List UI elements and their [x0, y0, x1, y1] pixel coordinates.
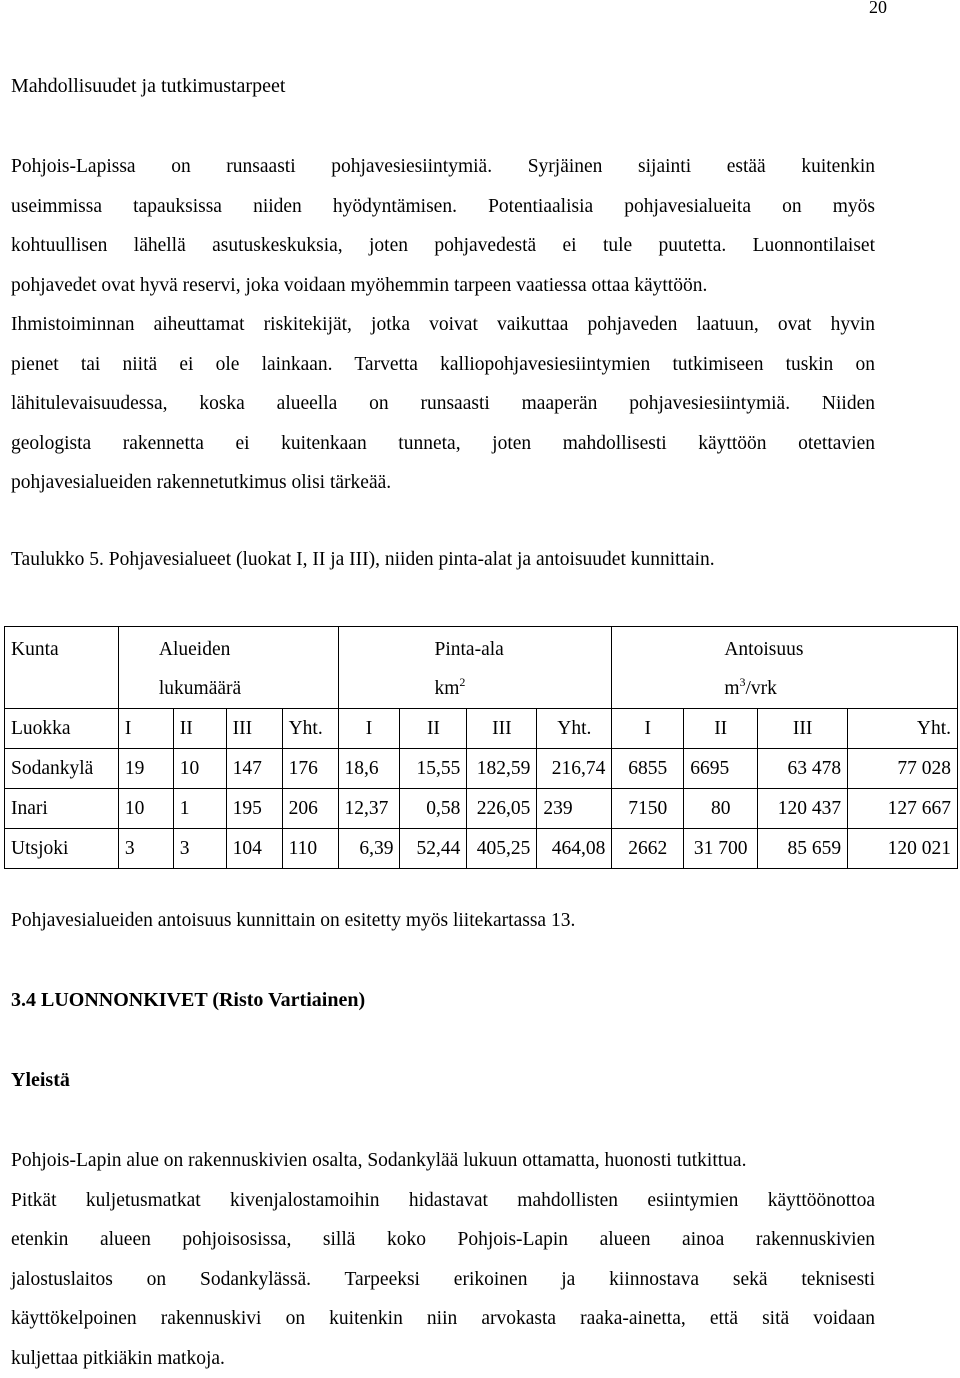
paragraph-line: Ihmistoiminnan aiheuttamat riskitekijät, jotka voivat vaikuttaa pohjaveden laatuun, ovat hyvin	[11, 305, 875, 345]
unit-per-day: /vrk	[746, 678, 777, 699]
paragraph-line: pohjavesialueiden rakennetutkimus olisi tärkeää.	[11, 463, 875, 503]
table-row	[5, 829, 958, 869]
subheading-yleista: Yleistä	[11, 1069, 70, 1092]
table-cell: III	[467, 709, 537, 749]
page-number: 20	[0, 0, 887, 18]
header-pinta-ala	[338, 627, 612, 709]
table-cell: 52,44	[400, 829, 467, 869]
table-cell: 15,55	[400, 749, 467, 789]
header-antoisuus-line1: Antoisuus	[724, 630, 951, 669]
paragraph-line: Pohjois-Lapissa on runsaasti pohjavesiesiintymiä. Syrjäinen sijainti estää kuitenkin	[11, 147, 875, 187]
table-cell: 104	[226, 829, 282, 869]
table-cell: 182,59	[467, 749, 537, 789]
table-cell: 195	[226, 789, 282, 829]
header-pinta-ala-unit	[435, 669, 606, 708]
table-cell: 405,25	[467, 829, 537, 869]
groundwater-table	[4, 626, 958, 869]
header-kunta: Kunta	[5, 627, 119, 709]
table-cell: 239	[537, 789, 612, 829]
header-antoisuus-unit	[724, 669, 951, 708]
section-heading-mahdollisuudet: Mahdollisuudet ja tutkimustarpeet	[11, 75, 285, 98]
table-cell: 3	[173, 829, 226, 869]
table-cell: Yht.	[537, 709, 612, 749]
table-cell: 3	[118, 829, 173, 869]
table-cell: I	[612, 709, 684, 749]
table-cell: 12,37	[338, 789, 400, 829]
table-cell: 31 700	[684, 829, 758, 869]
table-cell: 10	[118, 789, 173, 829]
table-cell: 147	[226, 749, 282, 789]
paragraph-line: useimmissa tapauksissa niiden hyödyntämisen. Potentiaalisia pohjavesialueita on myös	[11, 187, 875, 227]
paragraph-line: lähitulevaisuudessa, koska alueella on runsaasti maaperän pohjavesiesiintymiä. Niiden	[11, 384, 875, 424]
paragraph-line: jalostuslaitos on Sodankylässä. Tarpeeksi erikoinen ja kiinnostava sekä teknisesti	[11, 1260, 875, 1300]
section-heading-luonnonkivet: 3.4 LUONNONKIVET (Risto Vartiainen)	[11, 989, 365, 1012]
table-cell: 176	[282, 749, 338, 789]
table-cell: 6695	[684, 749, 758, 789]
table-cell: 1	[173, 789, 226, 829]
table-row	[5, 749, 958, 789]
paragraph-line: Pitkät kuljetusmatkat kivenjalostamoihin hidastavat mahdollisten esiintymien käyttöönottoa	[11, 1181, 875, 1221]
table-cell: Luokka	[5, 709, 119, 749]
table-cell: 2662	[612, 829, 684, 869]
table-cell: 0,58	[400, 789, 467, 829]
table-cell: 120 021	[848, 829, 958, 869]
table-cell: Yht.	[282, 709, 338, 749]
table-class-row	[5, 709, 958, 749]
paragraph-line: pienet tai niitä ei ole lainkaan. Tarvetta kalliopohjavesiesiintymien tutkimiseen tuskin on	[11, 345, 875, 385]
table-cell: II	[684, 709, 758, 749]
table-cell: 127 667	[848, 789, 958, 829]
table-cell: 120 437	[758, 789, 848, 829]
table-cell: 80	[684, 789, 758, 829]
paragraph-line: kohtuullisen lähellä asutuskeskuksia, joten pohjavedestä ei tule puutetta. Luonnontilaiset	[11, 226, 875, 266]
map-reference-note: Pohjavesialueiden antoisuus kunnittain on esitetty myös liitekartassa 13.	[11, 910, 575, 932]
header-alueiden-line2: lukumäärä	[159, 669, 332, 708]
header-antoisuus	[612, 627, 958, 709]
table-row	[5, 789, 958, 829]
paragraph-line: etenkin alueen pohjoisosissa, sillä koko Pohjois-Lapin alueen ainoa rakennuskivien	[11, 1220, 875, 1260]
paragraph-line: käyttökelpoinen rakennuskivi on kuitenkin niin arvokasta raaka-ainetta, että sitä voidaan	[11, 1299, 875, 1339]
table-cell: 63 478	[758, 749, 848, 789]
table-cell: 10	[173, 749, 226, 789]
table-cell: Utsjoki	[5, 829, 119, 869]
unit-km: km	[435, 678, 460, 699]
table-cell: 77 028	[848, 749, 958, 789]
header-alueiden-line1: Alueiden	[159, 630, 332, 669]
table-cell: 226,05	[467, 789, 537, 829]
table-caption: Taulukko 5. Pohjavesialueet (luokat I, II ja III), niiden pinta-alat ja antoisuudet kunnittain.	[11, 549, 715, 571]
table-cell: 216,74	[537, 749, 612, 789]
table-cell: 19	[118, 749, 173, 789]
unit-exponent: 2	[459, 675, 465, 689]
table-cell: II	[173, 709, 226, 749]
table-cell: 85 659	[758, 829, 848, 869]
header-pinta-ala-line1: Pinta-ala	[435, 630, 606, 669]
table-cell: II	[400, 709, 467, 749]
paragraph-line: kuljettaa pitkiäkin matkoja.	[11, 1339, 875, 1378]
table-cell: 6855	[612, 749, 684, 789]
table-cell: 7150	[612, 789, 684, 829]
table-cell: 18,6	[338, 749, 400, 789]
table-cell: I	[118, 709, 173, 749]
table-cell: Yht.	[848, 709, 958, 749]
table-header-row	[5, 627, 958, 709]
header-alueiden	[118, 627, 338, 709]
table-cell: III	[758, 709, 848, 749]
table-cell: 6,39	[338, 829, 400, 869]
table-cell: Sodankylä	[5, 749, 119, 789]
paragraph-groundwater	[11, 147, 875, 503]
unit-exponent: 3	[740, 675, 746, 689]
table-cell: 464,08	[537, 829, 612, 869]
paragraph-line: pohjavedet ovat hyvä reservi, joka voidaan myöhemmin tarpeen vaatiessa ottaa käyttöön.	[11, 266, 875, 306]
paragraph-line: Pohjois-Lapin alue on rakennuskivien osalta, Sodankylää lukuun ottamatta, huonosti tutkittua.	[11, 1141, 875, 1181]
table-cell: 206	[282, 789, 338, 829]
unit-m: m	[724, 678, 739, 699]
table-cell: I	[338, 709, 400, 749]
table-cell: Inari	[5, 789, 119, 829]
table-cell: III	[226, 709, 282, 749]
paragraph-line: geologista rakennetta ei kuitenkaan tunneta, joten mahdollisesti käyttöön otettavien	[11, 424, 875, 464]
table-cell: 110	[282, 829, 338, 869]
paragraph-building-stones	[11, 1141, 875, 1378]
